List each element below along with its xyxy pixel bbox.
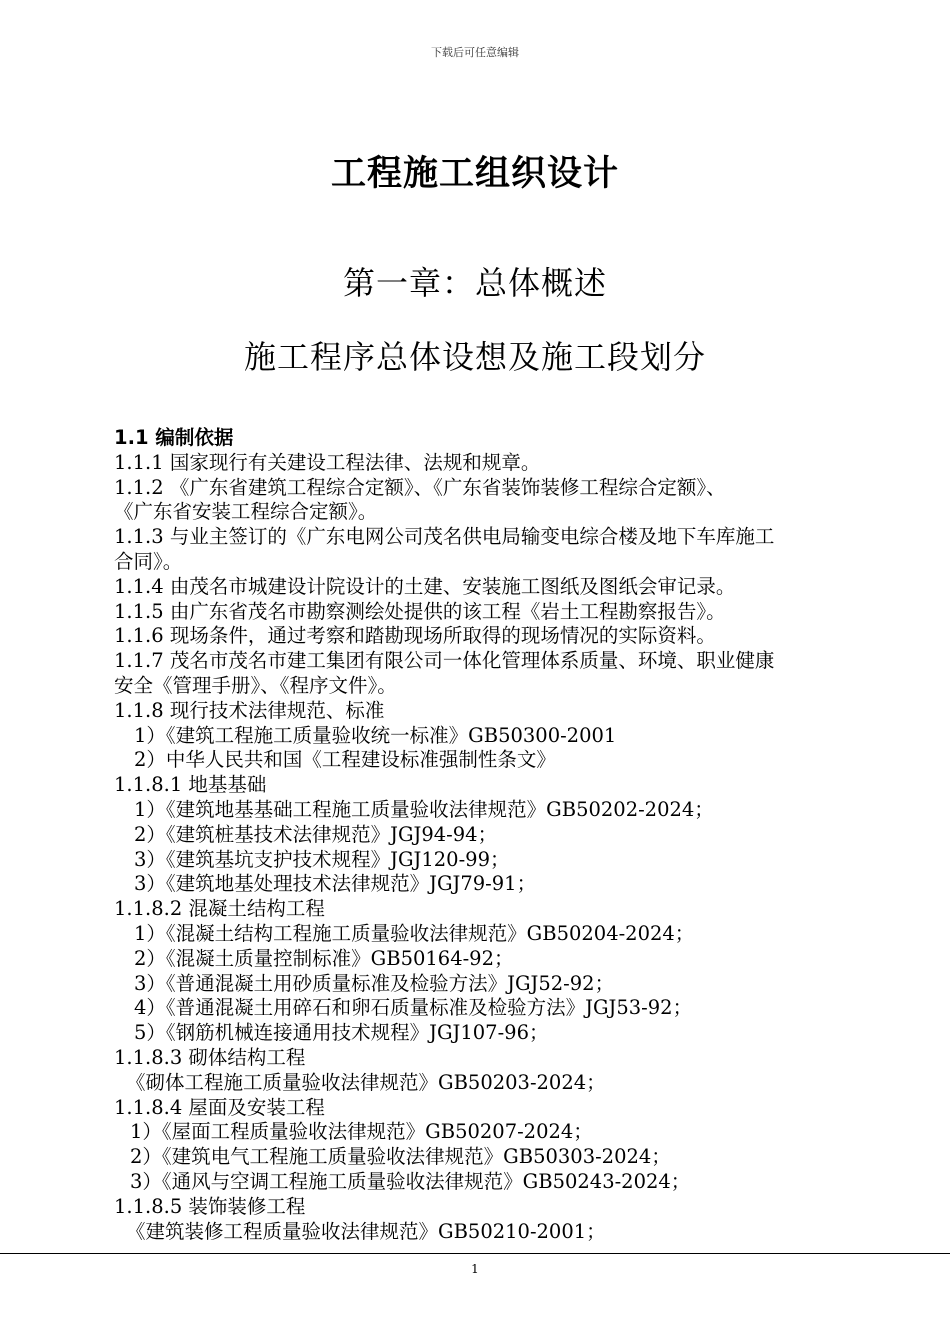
- paragraph-line: 1.1.1 国家现行有关建设工程法律、法规和规章。: [114, 450, 541, 474]
- paragraph-line: 安全《管理手册》、《程序文件》。: [114, 673, 397, 697]
- section-heading: 1.1 编制依据: [114, 426, 234, 449]
- list-item: 2）《建筑电气工程施工质量验收法律规范》GB50303-2024；: [130, 1145, 671, 1169]
- subsection-heading: 1.1.8.1 地基基础: [114, 773, 267, 797]
- paragraph-line: 1.1.5 由广东省茂名市勘察测绘处提供的该工程《岩土工程勘察报告》。: [114, 599, 726, 623]
- page-header-note: 下载后可任意编辑: [431, 46, 519, 59]
- list-item: 5）《钢筋机械连接通用技术规程》JGJ107-96；: [134, 1021, 549, 1045]
- chapter-subtitle: 施工程序总体设想及施工段划分: [243, 338, 706, 376]
- footer-divider: [0, 1253, 950, 1254]
- list-item: 2）《建筑桩基技术法律规范》JGJ94-94；: [134, 822, 498, 846]
- list-item: 《建筑装修工程质量验收法律规范》GB50210-2001；: [126, 1219, 606, 1243]
- page-number: 1: [471, 1262, 479, 1276]
- document-body: [114, 426, 864, 1244]
- list-item: 1）《混凝土结构工程施工质量验收法律规范》GB50204-2024；: [134, 921, 695, 945]
- list-item: 1）《屋面工程质量验收法律规范》GB50207-2024；: [130, 1120, 593, 1144]
- list-item: 3）《建筑基坑支护技术规程》JGJ120-99；: [134, 847, 510, 871]
- list-item: 4）《普通混凝土用碎石和卵石质量标准及检验方法》JGJ53-92；: [134, 996, 693, 1020]
- chapter-title: 第一章：总体概述: [342, 264, 607, 302]
- subsection-heading: 1.1.8.3 砌体结构工程: [114, 1045, 306, 1069]
- paragraph-line: 1.1.7 茂名市茂名市建工集团有限公司一体化管理体系质量、环境、职业健康: [114, 649, 775, 673]
- subsection-heading: 1.1.8.5 装饰装修工程: [114, 1194, 306, 1218]
- list-item: 1）《建筑工程施工质量验收统一标准》GB50300-2001: [134, 723, 617, 747]
- list-item: 2）《混凝土质量控制标准》GB50164-92；: [134, 946, 514, 970]
- paragraph-line: 1.1.4 由茂名市城建设计院设计的土建、安装施工图纸及图纸会审记录。: [114, 574, 736, 598]
- list-item: 3）《建筑地基处理技术法律规范》JGJ79-91；: [134, 872, 537, 896]
- paragraph-line: 合同》。: [114, 549, 183, 573]
- list-item: 2）中华人民共和国《工程建设标准强制性条文》: [134, 748, 556, 772]
- document-title: 工程施工组织设计: [330, 154, 619, 194]
- list-item: 3）《普通混凝土用砂质量标准及检验方法》JGJ52-92；: [134, 971, 615, 995]
- list-item: 1）《建筑地基基础工程施工质量验收法律规范》GB50202-2024；: [134, 797, 714, 821]
- list-item: 《砌体工程施工质量验收法律规范》GB50203-2024；: [126, 1070, 606, 1094]
- paragraph-line: 1.1.8 现行技术法律规范、标准: [114, 698, 385, 722]
- paragraph-line: 1.1.3 与业主签订的《广东电网公司茂名供电局输变电综合楼及地下车库施工: [114, 525, 775, 549]
- paragraph-line: 1.1.2 《广东省建筑工程综合定额》、《广东省装饰装修工程综合定额》、: [114, 475, 726, 499]
- list-item: 3）《通风与空调工程施工质量验收法律规范》GB50243-2024；: [130, 1169, 691, 1193]
- paragraph-line: 《广东省安装工程综合定额》。: [114, 500, 378, 524]
- subsection-heading: 1.1.8.4 屋面及安装工程: [114, 1095, 325, 1119]
- subsection-heading: 1.1.8.2 混凝土结构工程: [114, 897, 325, 921]
- paragraph-line: 1.1.6 现场条件，通过考察和踏勘现场所取得的现场情况的实际资料。: [114, 624, 716, 648]
